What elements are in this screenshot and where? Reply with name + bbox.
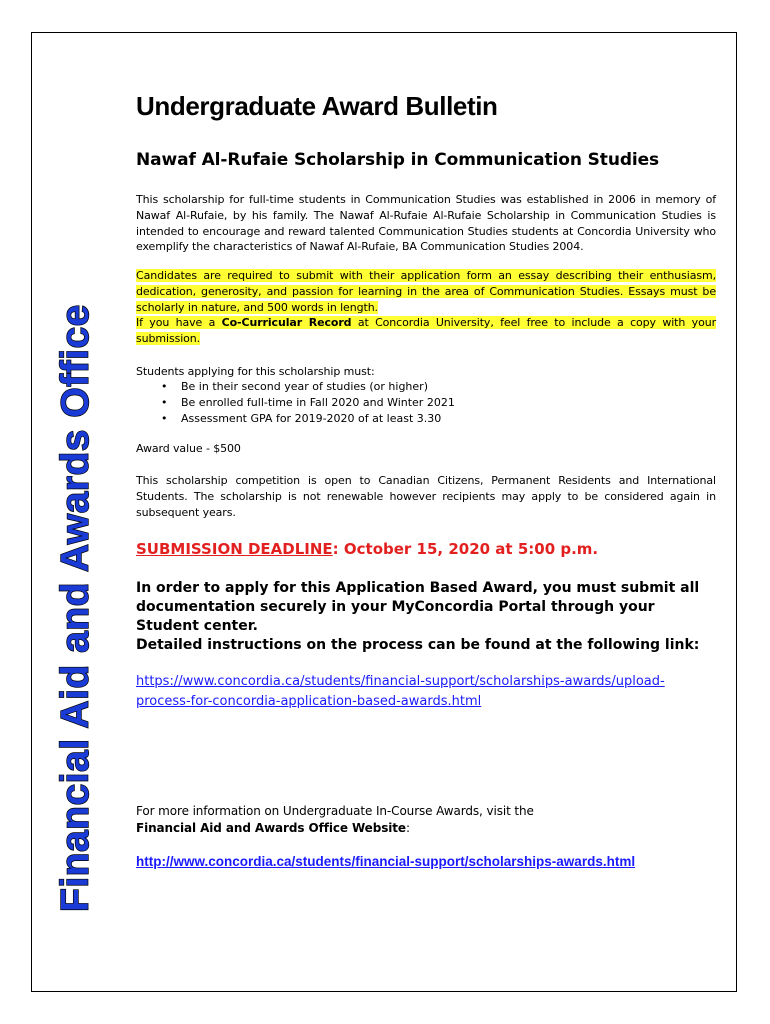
co-curricular-record-label: Co-Curricular Record [221,316,352,330]
submission-deadline [136,540,598,558]
requirements-list [136,379,455,426]
more-info-text: For more information on Undergraduate In-Course Awards, visit the [136,804,534,818]
list-item: • Assessment GPA for 2019-2020 of at least 3.30 [136,411,455,427]
co-curricular-note-end: at Concordia University, feel free to include a copy with your submission. [136,316,716,346]
office-vertical-title: Financial Aid and Awards Office [54,304,97,912]
intro-paragraph: This scholarship for full-time students in Communication Studies was established in 2006 in memory of Nawaf Al-Rufaie, by his family. The Nawaf Al-Rufaie Al-Rufaie Scholarship in Communication Studies is intended to encourage and reward talented Communication Studies students at Concordia University who exemplify the characteristics of Nawaf Al-Rufaie, BA Communication Studies 2004. [136,193,716,254]
list-item: • Be enrolled full-time in Fall 2020 and Winter 2021 [136,395,455,411]
instructions-line-2: Detailed instructions on the process can be found at the following link: [136,637,700,653]
upload-process-link[interactable]: https://www.concordia.ca/students/financial-support/scholarships-awards/upload-process-for-concordia-application-based-awards.html [136,674,665,709]
office-website-link[interactable]: http://www.concordia.ca/students/financial-support/scholarships-awards.html [136,854,636,869]
award-value: Award value - $500 [136,442,241,455]
deadline-date: : October 15, 2020 at 5:00 p.m. [332,540,599,558]
more-info-paragraph [136,803,716,837]
scholarship-title: Nawaf Al-Rufaie Scholarship in Communication Studies [136,150,660,170]
application-instructions [136,579,716,655]
bulletin-title: Undergraduate Award Bulletin [136,91,498,121]
eligibility-paragraph: This scholarship competition is open to Canadian Citizens, Permanent Residents and International Students. The scholarship is not renewable however recipients may apply to be considered again in subsequent years. [136,474,716,519]
co-curricular-note-start: If you have a [136,316,222,330]
co-curricular-note [136,316,716,345]
essay-requirement-text: Candidates are required to submit with their application form an essay describing their enthusiasm, dedication, generosity, and passion for learning in the area of Communication Studies. Essays must be scholarly in nature, and 500 words in length. [136,269,716,314]
deadline-label: SUBMISSION DEADLINE [136,540,333,558]
office-website-label: Financial Aid and Awards Office Website [136,821,406,835]
requirements-intro: Students applying for this scholarship must: [136,365,375,378]
instructions-line-1: In order to apply for this Application Based Award, you must submit all documentation securely in your MyConcordia Portal through your Student center. [136,580,700,634]
essay-requirement-paragraph [136,268,716,347]
office-website-colon: : [405,821,410,835]
list-item: • Be in their second year of studies (or higher) [136,379,455,395]
